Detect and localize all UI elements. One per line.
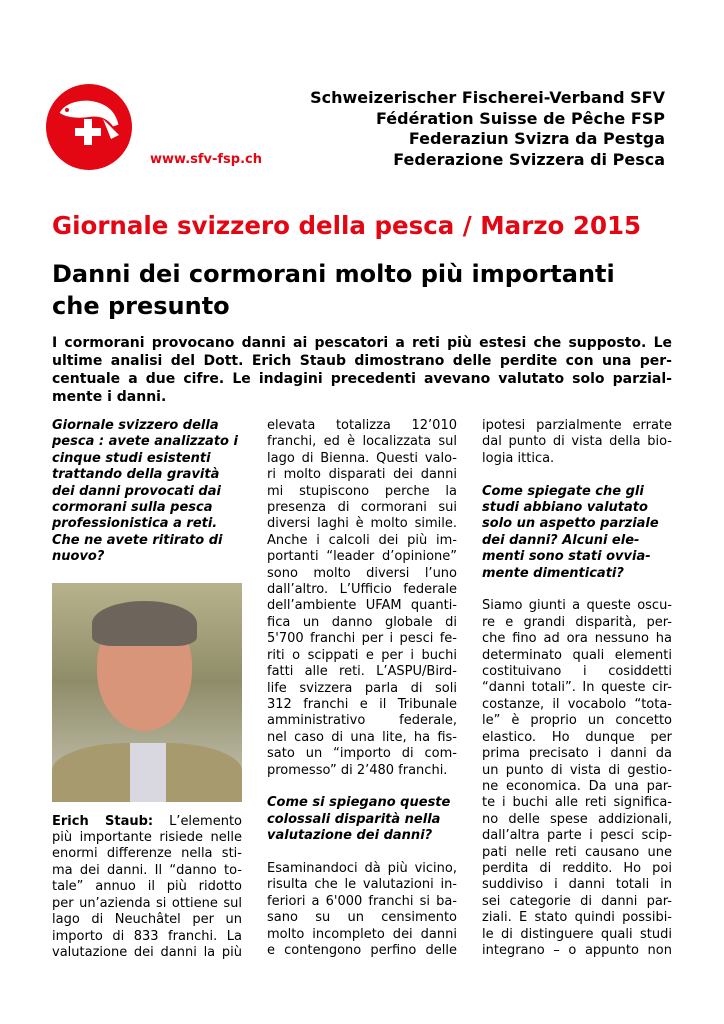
text-line: integrano – o appunto non	[482, 942, 672, 958]
text-line: no delle spese addizionali,	[482, 811, 672, 827]
text-line: lago di Bienna. Questi valo-	[267, 450, 457, 466]
text-line: ipotesi parzialmente errate	[482, 418, 672, 433]
interview-question	[482, 484, 672, 582]
text-line: costituivano i cosiddetti	[482, 664, 672, 680]
text-line: un punto di vista di gestio-	[482, 762, 672, 778]
text-line: re e grandi disparità, per-	[482, 614, 672, 630]
text-line: menti sono stati ovvia-	[482, 549, 651, 565]
text-line: presenza di cormorani sui	[267, 500, 457, 516]
org-name-it: Federazione Svizzera di Pesca	[393, 150, 665, 170]
text-line: Siamo giunti a queste oscu-	[482, 598, 672, 614]
text-line: sato un “importo di com-	[267, 746, 457, 762]
text-line: amministrativo federale,	[267, 713, 457, 729]
text-line: colossali disparità nella	[267, 811, 441, 827]
text-line: le” è proprio un concetto	[482, 713, 672, 729]
website-link[interactable]: www.sfv-fsp.ch	[150, 152, 262, 167]
answer-paragraph	[52, 830, 242, 961]
text-line: per un’azienda si ottiene sul	[52, 895, 242, 911]
text-line: prima precisato i danni da	[482, 746, 672, 762]
text-line: suddiviso i danni totali in	[482, 877, 672, 893]
text-line: costanze, il vocabolo “tota-	[482, 696, 672, 712]
text-line: trattando della gravità	[52, 467, 220, 483]
article-headline	[52, 258, 615, 322]
text-line: sano su un censimento	[267, 910, 457, 926]
text-line: Giornale svizzero della	[52, 418, 219, 433]
column-1	[52, 418, 242, 961]
text-line: nel caso di una lite, ha fis-	[267, 729, 457, 745]
text-line: e contengono perfino delle	[267, 942, 457, 958]
org-name-de: Schweizerischer Fischerei-Verband SFV	[310, 88, 665, 107]
text-line: dell’ambiente UFAM quanti-	[267, 598, 457, 614]
column-2	[267, 418, 457, 959]
column-3	[482, 418, 672, 959]
text-line: feriori a 6'000 franchi si ba-	[267, 893, 457, 909]
paragraph	[267, 861, 457, 959]
headline-line: Danni dei cormorani molto più importanti	[52, 260, 615, 288]
text-line: 312 franchi e il Tribunale	[267, 696, 457, 712]
text-line: dal punto di vista della bio-	[482, 434, 672, 450]
text-line: che fino ad ora nessuno ha	[482, 631, 672, 647]
text-line: ma dei danni. Il “danno to-	[52, 862, 242, 878]
text-line: ziali. E stato quindi possibi-	[482, 910, 672, 926]
text-line: perdita di reddito. Ho poi	[482, 860, 672, 876]
text-line: valutazione dei danni?	[267, 828, 433, 844]
text-line: ri molto disparati dei danni	[267, 467, 457, 483]
org-name-rm: Federaziun Svizra da Pestga	[408, 129, 665, 149]
text-line: mi stupiscono perche la	[267, 483, 457, 499]
text-line: 5'700 franchi per i pesci fe-	[267, 631, 457, 647]
publication-title: Giornale svizzero della pesca / Marzo 2015	[52, 211, 642, 240]
text-line: pati nelle reti causano une	[482, 844, 672, 860]
text-line: molto incompleto dei danni	[267, 926, 457, 942]
interview-question	[52, 418, 242, 566]
lead-line: I cormorani provocano danni ai pescatori a reti più estesi che supposto. Le	[52, 335, 672, 351]
lead-line: mente i danni.	[52, 389, 167, 405]
lead-line: ultime analisi del Dott. Erich Staub dimostrano delle perdite con una per-	[52, 353, 672, 369]
organization-names	[310, 88, 665, 171]
text-line: Anche i calcoli dei più im-	[267, 532, 457, 548]
answer-text: L’elemento	[169, 813, 242, 829]
text-line: franchi, ed è localizzata sul	[267, 434, 457, 450]
text-line: diversi laghi è molto simile.	[267, 516, 457, 532]
text-line: logia ittica.	[482, 450, 555, 466]
portrait-photo	[52, 583, 242, 802]
org-name-fr: Fédération Suisse de Pêche FSP	[375, 108, 665, 128]
article-lead	[52, 334, 672, 406]
text-line: studi abbiano valutato	[482, 500, 648, 516]
speaker-label: Erich Staub:	[52, 813, 154, 829]
text-line: ne economica. Da una par-	[482, 778, 672, 794]
paragraph	[482, 418, 672, 467]
text-line: “danni totali”. In queste cir-	[482, 680, 672, 696]
text-line: dall’altra parte i pesci scip-	[482, 828, 672, 844]
paragraph	[482, 598, 672, 959]
text-line: mente dimenticati?	[482, 565, 624, 581]
text-line: elastico. Ho dunque per	[482, 729, 672, 745]
text-line: sono molto diversi l’uno	[267, 565, 457, 581]
text-line: Che ne avete ritirato di	[52, 532, 223, 548]
text-line: importo di 833 franchi. La	[52, 928, 242, 944]
text-line: nuovo?	[52, 549, 105, 565]
sfv-fsp-logo	[45, 83, 133, 171]
text-line: Esaminandoci dà più vicino,	[267, 860, 457, 876]
text-line: elevata totalizza 12’010	[267, 418, 457, 433]
text-line: sei categorie di danni par-	[482, 893, 672, 909]
text-line: Come spiegate che gli	[482, 483, 644, 499]
text-line: dei danni provocati dai	[52, 483, 221, 499]
text-line: Come si spiegano queste	[267, 795, 451, 811]
text-line: cinque studi esistenti	[52, 450, 211, 466]
text-line: tale” annuo il più ridotto	[52, 879, 242, 895]
headline-line: che presunto	[52, 292, 230, 320]
text-line: risulta che le valutazioni in-	[267, 877, 457, 893]
interview-question	[267, 795, 457, 844]
text-line: cormorani sulla pesca	[52, 500, 213, 516]
text-line: fica un danno globale di	[267, 614, 457, 630]
text-line: dei danni? Alcuni ele-	[482, 532, 640, 548]
text-line: valutazione dei danni la più	[52, 944, 242, 960]
text-line: life svizzera parla di soli	[267, 680, 457, 696]
text-line: professionistica a reti.	[52, 516, 218, 532]
text-line: le di distinguere quali studi	[482, 926, 672, 942]
text-line: solo un aspetto parziale	[482, 516, 659, 532]
paragraph	[267, 418, 457, 779]
text-line: fatti alle reti. L’ASPU/Bird-	[267, 664, 457, 680]
text-line: riti o scippati e per i buchi	[267, 647, 457, 663]
text-line: portanti “leader d’opinione”	[267, 549, 457, 565]
answer-first-line	[52, 814, 242, 830]
text-line: dall’altro. L’Ufficio federale	[267, 582, 457, 598]
text-line: te i buchi alle reti significa-	[482, 795, 672, 811]
text-line: enormi differenze nella sti-	[52, 846, 242, 862]
text-line: promesso” di 2’480 franchi.	[267, 762, 448, 778]
text-line: più importante risiede nelle	[52, 830, 242, 846]
text-line: lago di Neuchâtel per un	[52, 912, 242, 928]
lead-line: centuale a due cifre. Le indagini precedenti avevano valutato solo parzial-	[52, 371, 672, 387]
text-line: pesca : avete analizzato i	[52, 434, 238, 450]
text-line: determinato quali elementi	[482, 647, 672, 663]
